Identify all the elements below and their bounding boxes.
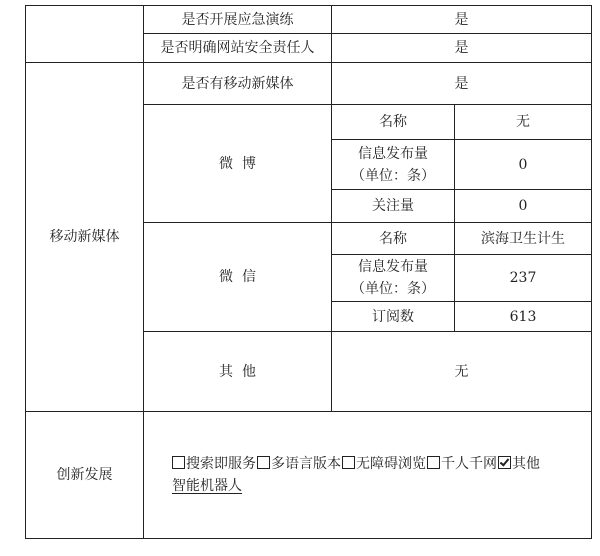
has-new-media-label: 是否有移动新媒体 bbox=[181, 75, 294, 92]
wechat-name-label: 名称 bbox=[379, 230, 407, 247]
checkbox-icon[interactable] bbox=[427, 456, 440, 469]
wechat-posts-label-line1: 信息发布量 bbox=[358, 259, 428, 275]
wechat-name-value: 滨海卫生计生 bbox=[481, 230, 565, 247]
has-new-media-value: 是 bbox=[454, 75, 469, 92]
innovation-section-label: 创新发展 bbox=[56, 467, 113, 483]
wechat-label: 微 信 bbox=[219, 269, 256, 285]
drill-value: 是 bbox=[454, 11, 469, 28]
weibo-name-value: 无 bbox=[516, 114, 530, 130]
option-personalized[interactable]: 千人千网 bbox=[427, 456, 498, 472]
responsible-label: 是否明确网站安全责任人 bbox=[160, 40, 315, 56]
checkbox-icon[interactable] bbox=[172, 456, 185, 469]
weibo-posts-label-line2: （单位：条） bbox=[351, 167, 435, 184]
wechat-posts-label bbox=[332, 255, 454, 301]
weibo-posts-value: 0 bbox=[518, 156, 528, 173]
option-multilingual[interactable]: 多语言版本 bbox=[257, 456, 342, 472]
weibo-followers-value: 0 bbox=[518, 198, 528, 214]
weibo-followers-label: 关注量 bbox=[372, 198, 414, 214]
option-other[interactable]: 其他 bbox=[498, 456, 541, 472]
weibo-name-label: 名称 bbox=[379, 114, 407, 130]
weibo-label: 微 博 bbox=[219, 155, 256, 172]
option-search-as-service[interactable]: 搜索即服务 bbox=[172, 456, 257, 472]
checkbox-icon[interactable] bbox=[342, 456, 355, 469]
option-accessibility[interactable]: 无障碍浏览 bbox=[342, 456, 427, 472]
new-media-section-label: 移动新媒体 bbox=[49, 229, 120, 245]
weibo-posts-label bbox=[332, 140, 454, 189]
table-border bbox=[25, 538, 592, 539]
drill-label: 是否开展应急演练 bbox=[181, 11, 294, 28]
other-innovation-text: 智能机器人 bbox=[172, 478, 242, 494]
other-value: 无 bbox=[454, 363, 469, 380]
checkbox-icon[interactable] bbox=[257, 456, 270, 469]
checked-checkbox-icon[interactable] bbox=[498, 456, 511, 469]
other-label: 其 他 bbox=[219, 363, 256, 380]
wechat-posts-label-line2: （单位：条） bbox=[351, 281, 435, 297]
innovation-options bbox=[172, 453, 592, 497]
responsible-value: 是 bbox=[454, 40, 469, 56]
wechat-posts-value: 237 bbox=[509, 270, 537, 286]
weibo-posts-label-line1: 信息发布量 bbox=[358, 145, 428, 162]
wechat-subscribers-value: 613 bbox=[509, 308, 537, 325]
wechat-subscribers-label: 订阅数 bbox=[372, 308, 414, 325]
